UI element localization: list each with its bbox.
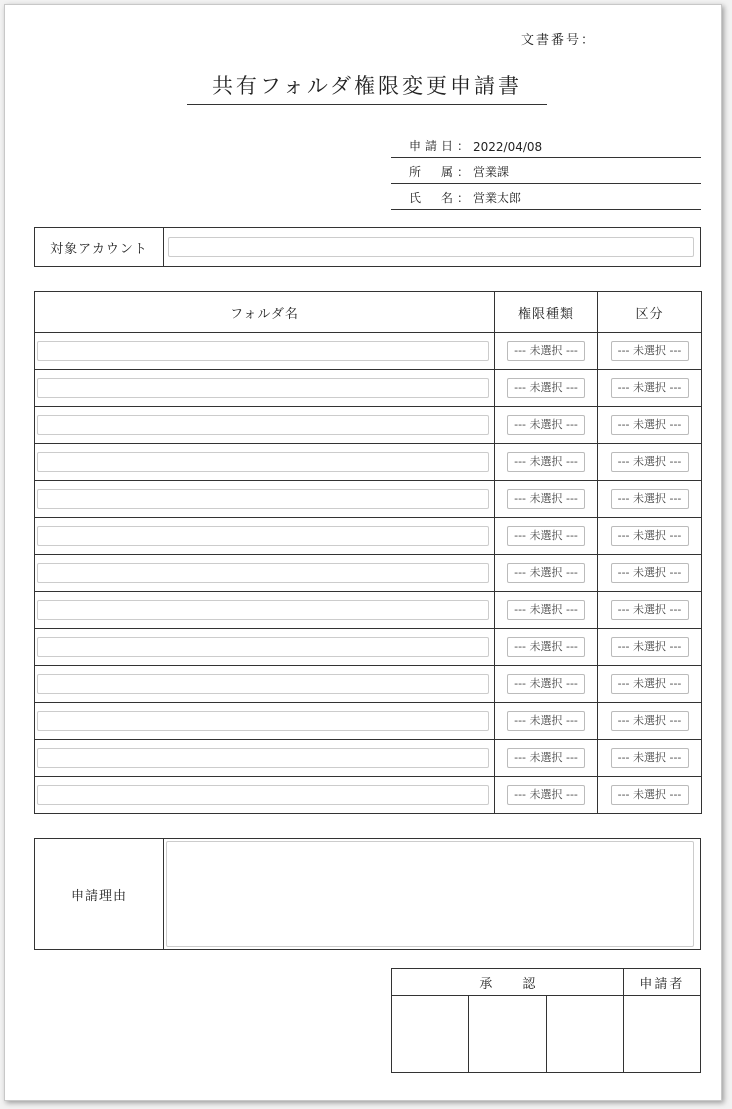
folder-name-cell — [35, 592, 495, 629]
permission-type-select[interactable]: --- 未選択 --- — [507, 748, 585, 768]
folder-name-cell — [35, 407, 495, 444]
category-cell — [598, 740, 702, 777]
category-cell — [598, 777, 702, 814]
stamp-box — [469, 996, 546, 1073]
category-cell — [598, 703, 702, 740]
folder-name-cell — [35, 370, 495, 407]
document-number-label: 文書番号： — [521, 33, 597, 48]
folder-name-input[interactable] — [37, 489, 489, 509]
date-value: 2022/04/08 — [473, 140, 543, 154]
category-select[interactable]: --- 未選択 --- — [611, 637, 689, 657]
permission-type-select[interactable]: --- 未選択 --- — [507, 415, 585, 435]
permission-type-cell — [495, 333, 598, 370]
folder-name-input[interactable] — [37, 748, 489, 768]
folder-name-input[interactable] — [37, 341, 489, 361]
permission-type-select[interactable]: --- 未選択 --- — [507, 526, 585, 546]
category-cell — [598, 407, 702, 444]
approve-header: 承認 — [392, 969, 624, 996]
category-header: 区分 — [598, 292, 702, 333]
permission-type-cell — [495, 555, 598, 592]
permission-type-cell — [495, 481, 598, 518]
category-select[interactable]: --- 未選択 --- — [611, 341, 689, 361]
stamp-box — [392, 996, 469, 1073]
table-row — [35, 592, 702, 629]
folder-name-input[interactable] — [37, 637, 489, 657]
date-label: 申請日 — [409, 139, 458, 153]
permission-type-select[interactable]: --- 未選択 --- — [507, 341, 585, 361]
category-cell — [598, 555, 702, 592]
applicant-info — [391, 132, 701, 210]
target-account-input[interactable] — [168, 237, 694, 257]
category-cell — [598, 666, 702, 703]
table-row — [35, 740, 702, 777]
permission-type-cell — [495, 666, 598, 703]
folder-name-input[interactable] — [37, 452, 489, 472]
folder-name-cell — [35, 703, 495, 740]
permission-type-select[interactable]: --- 未選択 --- — [507, 452, 585, 472]
category-select[interactable]: --- 未選択 --- — [611, 600, 689, 620]
folder-name-cell — [35, 444, 495, 481]
folder-name-input[interactable] — [37, 563, 489, 583]
permission-type-select[interactable]: --- 未選択 --- — [507, 600, 585, 620]
reason-section — [34, 838, 701, 950]
name-label: 氏 名 — [409, 191, 458, 205]
department-value: 営業課 — [473, 165, 510, 179]
target-account-label: 対象アカウント — [35, 228, 164, 266]
name-value: 営業太郎 — [473, 191, 522, 205]
permission-type-select[interactable]: --- 未選択 --- — [507, 378, 585, 398]
table-header-row — [35, 292, 702, 333]
category-select[interactable]: --- 未選択 --- — [611, 452, 689, 472]
folder-name-input[interactable] — [37, 526, 489, 546]
permission-type-select[interactable]: --- 未選択 --- — [507, 563, 585, 583]
permission-type-header: 権限種類 — [495, 292, 598, 333]
permission-type-cell — [495, 407, 598, 444]
folder-name-input[interactable] — [37, 785, 489, 805]
permission-type-cell — [495, 703, 598, 740]
category-select[interactable]: --- 未選択 --- — [611, 711, 689, 731]
category-select[interactable]: --- 未選択 --- — [611, 378, 689, 398]
target-account-section — [34, 227, 701, 267]
folder-name-cell — [35, 666, 495, 703]
applicant-row-name — [391, 184, 701, 210]
approval-header-row — [392, 969, 701, 996]
applicant-header: 申請者 — [623, 969, 700, 996]
reason-label: 申請理由 — [35, 839, 164, 949]
stamp-row — [392, 996, 701, 1073]
folder-name-cell — [35, 555, 495, 592]
table-row — [35, 407, 702, 444]
permission-type-select[interactable]: --- 未選択 --- — [507, 674, 585, 694]
category-cell — [598, 444, 702, 481]
permission-type-select[interactable]: --- 未選択 --- — [507, 785, 585, 805]
folder-name-cell — [35, 518, 495, 555]
category-cell — [598, 370, 702, 407]
table-row — [35, 481, 702, 518]
table-row — [35, 703, 702, 740]
folder-name-header: フォルダ名 — [35, 292, 495, 333]
category-select[interactable]: --- 未選択 --- — [611, 563, 689, 583]
table-row — [35, 333, 702, 370]
date-separator: ： — [457, 139, 470, 153]
permission-type-cell — [495, 370, 598, 407]
stamp-box — [546, 996, 623, 1073]
name-separator: ： — [457, 191, 470, 205]
folder-name-input[interactable] — [37, 378, 489, 398]
approval-stamp-table — [391, 968, 701, 1073]
table-row — [35, 444, 702, 481]
folder-name-input[interactable] — [37, 600, 489, 620]
permission-type-cell — [495, 518, 598, 555]
table-row — [35, 777, 702, 814]
category-select[interactable]: --- 未選択 --- — [611, 415, 689, 435]
department-label: 所 属 — [409, 165, 458, 179]
category-cell — [598, 592, 702, 629]
permission-type-select[interactable]: --- 未選択 --- — [507, 711, 585, 731]
permission-type-cell — [495, 740, 598, 777]
applicant-row-department — [391, 158, 701, 184]
page-title: 共有フォルダ権限変更申請書 — [187, 70, 547, 105]
permission-type-cell — [495, 777, 598, 814]
table-row — [35, 555, 702, 592]
category-select[interactable]: --- 未選択 --- — [611, 489, 689, 509]
form-page — [4, 4, 722, 1101]
table-row — [35, 629, 702, 666]
department-separator: ： — [457, 165, 470, 179]
applicant-row-date — [391, 132, 701, 158]
table-row — [35, 666, 702, 703]
permission-type-cell — [495, 592, 598, 629]
reason-textarea[interactable] — [166, 841, 694, 947]
folder-permission-table — [34, 291, 702, 814]
folder-name-cell — [35, 481, 495, 518]
permission-type-cell — [495, 444, 598, 481]
category-select[interactable]: --- 未選択 --- — [611, 748, 689, 768]
folder-name-cell — [35, 333, 495, 370]
category-cell — [598, 481, 702, 518]
table-row — [35, 518, 702, 555]
category-cell — [598, 629, 702, 666]
stamp-box — [623, 996, 700, 1073]
permission-type-select[interactable]: --- 未選択 --- — [507, 489, 585, 509]
category-select[interactable]: --- 未選択 --- — [611, 526, 689, 546]
folder-name-cell — [35, 777, 495, 814]
permission-type-cell — [495, 629, 598, 666]
table-row — [35, 370, 702, 407]
folder-rows — [35, 333, 702, 814]
category-select[interactable]: --- 未選択 --- — [611, 674, 689, 694]
category-cell — [598, 518, 702, 555]
folder-name-cell — [35, 740, 495, 777]
folder-name-input[interactable] — [37, 415, 489, 435]
category-select[interactable]: --- 未選択 --- — [611, 785, 689, 805]
folder-name-cell — [35, 629, 495, 666]
folder-name-input[interactable] — [37, 674, 489, 694]
target-account-field-cell — [164, 228, 700, 266]
permission-type-select[interactable]: --- 未選択 --- — [507, 637, 585, 657]
folder-name-input[interactable] — [37, 711, 489, 731]
category-cell — [598, 333, 702, 370]
